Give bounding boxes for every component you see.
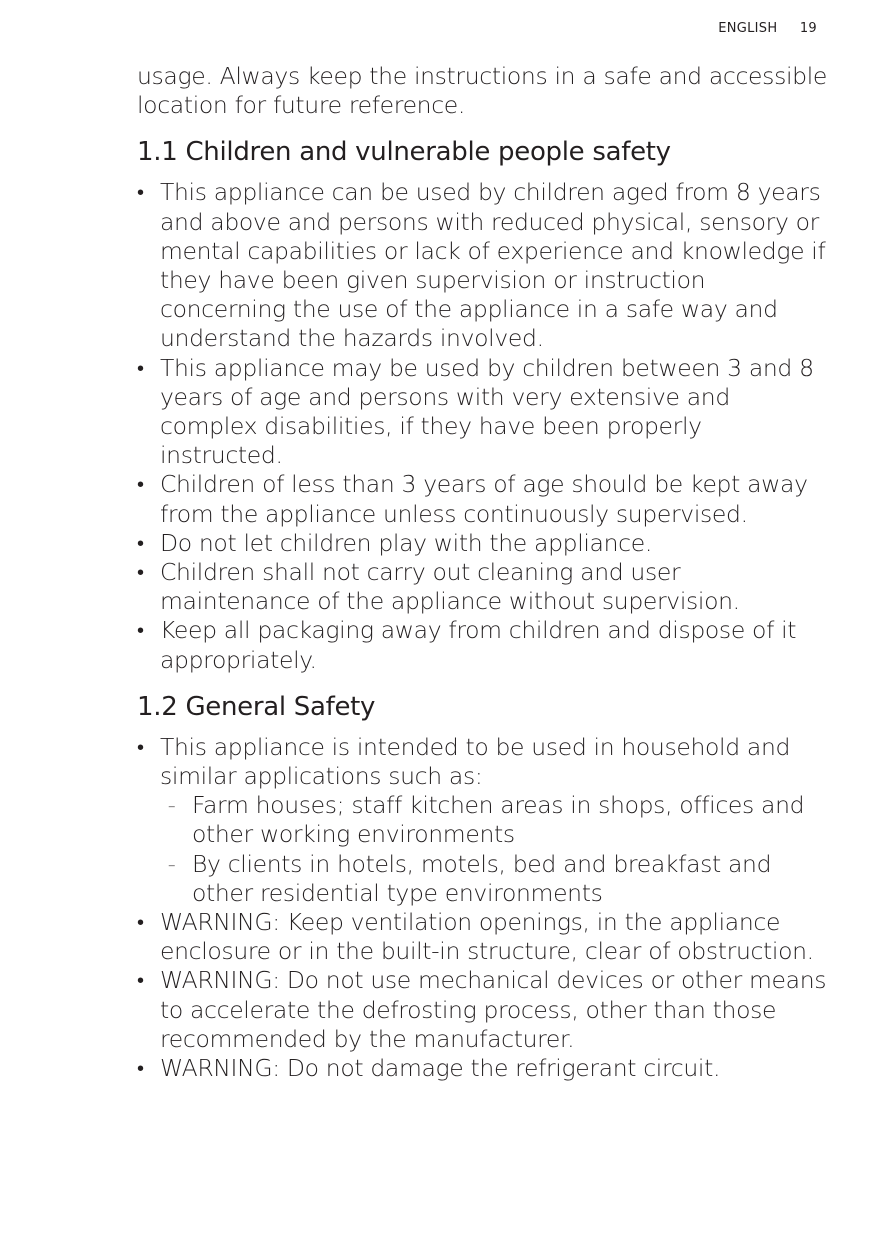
children-safety-list — [137, 178, 827, 674]
sub-list-item: – Farm houses; staff kitchen areas in shops, offices and other working environments — [160, 791, 827, 849]
list-item: • Keep all packaging away from children and dispose of it appropriately. — [137, 616, 827, 674]
list-item: • Children of less than 3 years of age should be kept away from the appliance unless continuously supervised. — [137, 470, 827, 528]
section-heading-1-2 — [137, 691, 827, 723]
list-item-text: This appliance is intended to be used in household and similar applications such as: — [160, 732, 791, 791]
section-number: 1.1 — [137, 137, 178, 168]
list-item: • WARNING: Keep ventilation openings, in the appliance enclosure or in the built-in structure, clear of obstruction. — [137, 908, 827, 966]
sub-list-item: – By clients in hotels, motels, bed and breakfast and other residential type environments — [160, 850, 827, 908]
sub-list — [160, 791, 827, 908]
list-item — [137, 733, 827, 908]
list-item: • This appliance can be used by children aged from 8 years and above and persons with reduced physical, sensory or mental capabilities or lack of experience and knowledge if they have been given supervision or instruction concerning the use of the appliance in a safe way and understand the hazards involved. — [137, 178, 827, 353]
list-item: • Do not let children play with the appliance. — [137, 529, 827, 558]
intro-paragraph: usage. Always keep the instructions in a safe and accessible location for future reference. — [137, 62, 827, 120]
document-body — [137, 62, 827, 1083]
page-header — [718, 21, 817, 36]
page-number: 19 — [799, 21, 817, 36]
general-safety-list — [137, 733, 827, 1083]
list-item: • Children shall not carry out cleaning and user maintenance of the appliance without supervision. — [137, 558, 827, 616]
section-title: Children and vulnerable people safety — [185, 137, 671, 168]
section-number: 1.2 — [137, 691, 178, 722]
section-heading-1-1 — [137, 136, 827, 168]
list-item: • WARNING: Do not use mechanical devices or other means to accelerate the defrosting process, other than those recommended by the manufacturer. — [137, 966, 827, 1054]
section-title: General Safety — [185, 691, 376, 722]
list-item: • WARNING: Do not damage the refrigerant circuit. — [137, 1054, 827, 1083]
language-label: ENGLISH — [718, 21, 778, 36]
list-item: • This appliance may be used by children between 3 and 8 years of age and persons with very extensive and complex disabilities, if they have been properly instructed. — [137, 354, 827, 471]
